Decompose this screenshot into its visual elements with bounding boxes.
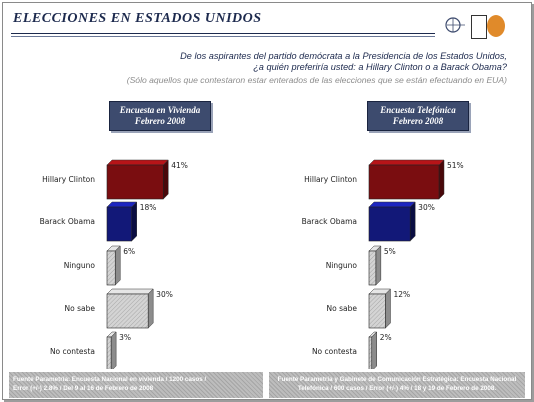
question-line-1: De los aspirantes del partido demócrata a la Presidencia de los Estados Unidos, xyxy=(180,51,507,61)
bar-top-face xyxy=(369,202,415,207)
footer-left-line-1: Fuente Parametría: Encuesta Nacional en vivienda / 1200 casos / xyxy=(13,376,207,383)
bar-value-label: 41% xyxy=(171,161,188,170)
bar-value-label: 6% xyxy=(123,247,136,256)
panel-header-vivienda-line-2: Febrero 2008 xyxy=(134,116,186,126)
bar-side-face xyxy=(132,202,137,241)
bar xyxy=(369,165,439,199)
bar-side-face xyxy=(148,289,153,328)
bar-charts xyxy=(3,3,531,369)
survey-note: (Sólo aquellos que contestaron estar enterados de las elecciones que se están efectuando en EUA) xyxy=(126,75,507,85)
bar xyxy=(107,165,163,199)
category-label: Hillary Clinton xyxy=(42,175,95,184)
bar-value-label: 51% xyxy=(447,161,464,170)
bar xyxy=(369,207,410,241)
bar-side-face xyxy=(410,202,415,241)
category-label: Hillary Clinton xyxy=(304,175,357,184)
bar xyxy=(107,294,148,328)
bar-value-label: 30% xyxy=(156,290,173,299)
bar-side-face xyxy=(439,160,444,199)
bar-value-label: 30% xyxy=(418,203,435,212)
panel-header-telefonica-line-2: Febrero 2008 xyxy=(392,116,444,126)
bar xyxy=(369,251,376,285)
bar-side-face xyxy=(376,246,381,285)
bar-value-label: 2% xyxy=(379,333,392,342)
footer-right-line-2: Telefónica / 600 casos / Error (+/-) 4% / 18 y 19 de Febrero de 2008. xyxy=(297,385,497,392)
bar xyxy=(107,207,132,241)
bar-value-label: 5% xyxy=(383,247,396,256)
footer-right-line-1: Fuente Parametría y Gabinete de Comunicación Estratégica: Encuesta Nacional xyxy=(277,376,517,383)
bar xyxy=(369,337,372,369)
bar xyxy=(107,337,111,369)
bar xyxy=(369,294,385,328)
bar-top-face xyxy=(107,160,168,165)
footer-left-line-2: Error (+/-) 2.8% / Del 9 al 16 de Febrero de 2008 xyxy=(13,385,154,392)
category-label: No contesta xyxy=(49,347,95,356)
bar-side-face xyxy=(385,289,390,328)
bar-top-face xyxy=(107,289,153,294)
category-label: Barack Obama xyxy=(301,217,357,226)
bar-value-label: 3% xyxy=(119,333,132,342)
bar-side-face xyxy=(372,332,377,369)
panel-header-telefonica-line-1: Encuesta Telefónica xyxy=(380,105,456,115)
page-title: ELECCIONES EN ESTADOS UNIDOS xyxy=(13,11,262,26)
footer-source-right xyxy=(269,372,525,398)
category-label: No sabe xyxy=(64,304,95,313)
question-line-2: ¿a quién preferiría usted: a Hillary Clinton o a Barack Obama? xyxy=(253,62,507,72)
bar-top-face xyxy=(369,160,444,165)
category-label: No sabe xyxy=(326,304,357,313)
bar-value-label: 12% xyxy=(393,290,411,299)
bar-value-label: 18% xyxy=(139,203,157,212)
category-label: Ninguno xyxy=(325,261,357,270)
bar-side-face xyxy=(163,160,168,199)
bar xyxy=(107,251,115,285)
bar-side-face xyxy=(111,332,116,369)
panel-header-vivienda-line-1: Encuesta en Vivienda xyxy=(119,105,201,115)
category-label: Barack Obama xyxy=(39,217,95,226)
footer-source-left xyxy=(9,372,263,398)
category-label: No contesta xyxy=(311,347,357,356)
bar-side-face xyxy=(115,246,120,285)
category-label: Ninguno xyxy=(63,261,95,270)
slide xyxy=(2,2,532,400)
